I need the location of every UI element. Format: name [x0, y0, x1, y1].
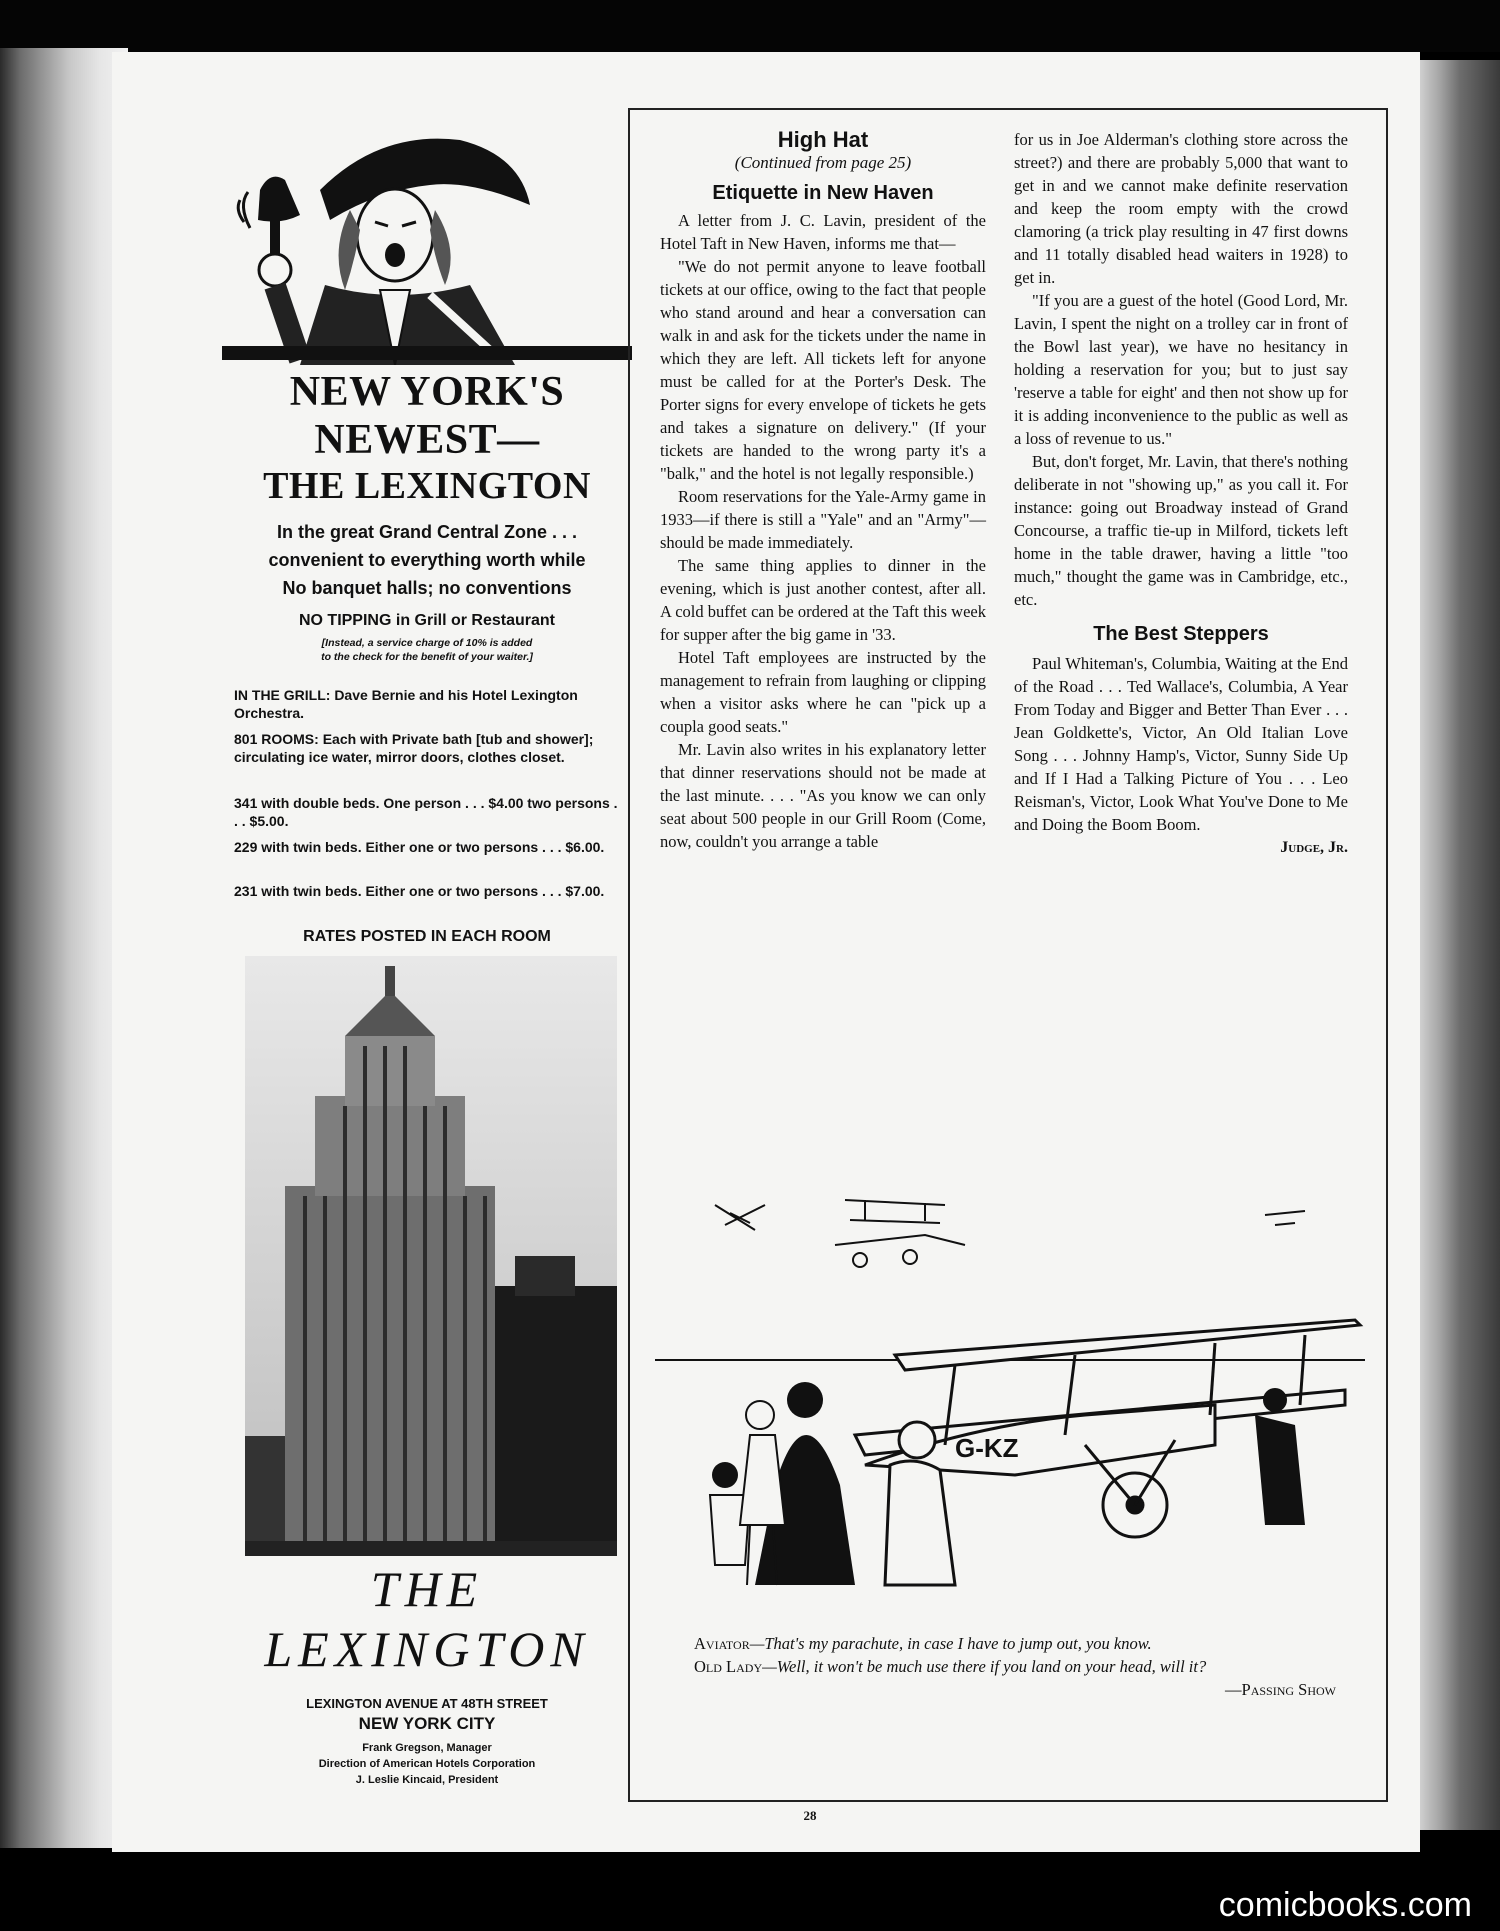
caption-speaker-old-lady: Old Lady	[694, 1657, 763, 1676]
ad-headline-3: THE LEXINGTON	[263, 465, 591, 507]
town-crier-illustration	[230, 110, 622, 365]
book-page-edges-right	[1420, 60, 1500, 1830]
article-paragraph: The same thing applies to dinner in the evening, which is just another contest, after all. A cold buffet can be ordered at the Taft this week for supper after the big game in '33.	[660, 556, 986, 644]
ad-city: NEW YORK CITY	[358, 1714, 496, 1733]
article-paragraph: But, don't forget, Mr. Lavin, that there's nothing deliberate in not "showing up," as you call it. For instance: going out Broadway instead of Grand Concourse, a traffic tie-up in Milford, tickets left home in the table drawer, having a little "too much," thought the game was in Cambridge, etc., etc.	[1014, 452, 1348, 609]
ad-manager: Frank Gregson, Manager	[362, 1742, 492, 1754]
article-paragraph: "We do not permit anyone to leave football tickets at our office, owing to the fact that people who stand around and hear a conversation can walk in and ask for the tickets under the name in which they are left. All tickets left for anyone must be called for at the Porter's Desk. The Porter signs for every envelope of tickets he gets and takes a signature on delivery." (If your tickets are handed to the wrong party it's a "balk," and the hotel is not legally responsible.)	[660, 257, 986, 483]
lexington-hotel-ad	[222, 110, 632, 1790]
article-continued: (Continued from page 25)	[734, 153, 912, 172]
ad-rates-posted: RATES POSTED IN EACH ROOM	[303, 928, 551, 945]
ad-service-note-2: to the check for the benefit of your waiter.]	[321, 651, 533, 663]
ad-script-the: THE	[370, 1561, 484, 1617]
book-page-edges-left	[0, 48, 128, 1848]
article-paragraph: "If you are a guest of the hotel (Good Lord, Mr. Lavin, I spent the night on a trolley car in front of the Bowl last year), we have no hesitancy in holding a reservation for you; but to just say 'reserve a table for eight' and then not show up for it is adding inconvenience to the public as well as a loss of revenue to us."	[1014, 291, 1348, 448]
caption-line-aviator: —That's my parachute, in case I have to jump out, you know.	[749, 1634, 1152, 1653]
article-column-1	[660, 128, 986, 853]
ad-president: J. Leslie Kincaid, President	[355, 1774, 499, 1786]
article-column-2	[1014, 128, 1348, 859]
ad-rate-2: 229 with twin beds. Either one or two persons . . . $6.00.	[234, 839, 605, 855]
scan-border-top	[0, 0, 1500, 52]
plane-marking: G-KZ	[955, 1433, 1019, 1463]
ad-headline-2: NEWEST—	[314, 417, 540, 463]
ad-rooms-info: 801 ROOMS: Each with Private bath [tub and shower]; circulating ice water, mirror doors, clothes closet.	[234, 731, 594, 765]
article-signature: Judge, Jr.	[1280, 839, 1348, 856]
article-paragraph: Hotel Taft employees are instructed by the management to refrain from laughing or clipping when a visitor asks where he can "pick up a coupla good seats."	[660, 648, 986, 736]
ad-headline-1: NEW YORK'S	[289, 369, 565, 415]
article-title: High Hat	[777, 127, 869, 152]
ad-script-lexington: LEXINGTON	[264, 1621, 590, 1677]
ad-tagline-1: In the great Grand Central Zone . . .	[276, 522, 578, 542]
ad-tagline-2: convenient to everything worth while	[268, 550, 586, 570]
ad-tagline-3: No banquet halls; no conventions	[282, 578, 572, 598]
ad-service-note-1: [Instead, a service charge of 10% is added	[321, 637, 533, 649]
article-paragraph: Mr. Lavin also writes in his explanatory letter that dinner reservations should not be made at the last minute. . . . "As you know we can only seat about 500 people in our Grill Room (Come, now, couldn't you arrange a table	[660, 740, 986, 851]
site-watermark: comicbooks.com	[1218, 1886, 1472, 1924]
page-number: 28	[803, 1808, 817, 1823]
ad-no-tipping: NO TIPPING in Grill or Restaurant	[298, 612, 556, 629]
ad-rate-3: 231 with twin beds. Either one or two persons . . . $7.00.	[234, 883, 605, 899]
scan-border-bottom	[0, 1852, 1500, 1931]
article-paragraph: Paul Whiteman's, Columbia, Waiting at the End of the Road . . . Ted Wallace's, Columbia, A Year From Today and Bigger and Better Than Ever . . . Jean Goldkette's, Victor, An Old Italian Love Song . . . Johnny Hamp's, Victor, Sunny Side Up and If I Had a Talking Picture of You . . . Leo Reisman's, Victor, Look What You've Done to Me and Doing the Boom Boom.	[1014, 654, 1348, 834]
caption-credit: —Passing Show	[1225, 1680, 1336, 1699]
caption-speaker-aviator: Aviator	[694, 1634, 750, 1653]
cartoon-caption	[676, 1632, 1336, 1701]
ad-rate-1: 341 with double beds. One person . . . $4.00 two persons . . . $5.00.	[234, 795, 618, 829]
ad-address: LEXINGTON AVENUE AT 48TH STREET	[306, 1696, 548, 1711]
lexington-building-illustration	[245, 956, 617, 1556]
ad-divider-rule	[222, 346, 632, 360]
caption-line-old-lady: —Well, it won't be much use there if you land on your head, will it?	[762, 1657, 1207, 1676]
airfield-cartoon	[655, 1185, 1365, 1625]
section-heading-best-steppers: The Best Steppers	[1093, 623, 1269, 645]
ad-grill-info: IN THE GRILL: Dave Bernie and his Hotel Lexington Orchestra.	[234, 687, 578, 721]
article-paragraph: for us in Joe Alderman's clothing store across the street?) and there are probably 5,000 that want to get in and we cannot make definite reservation and keep the room empty with the crowd clamoring (a trick play resulting in 47 first downs and 11 totally disabled head waiters in 1928) to get in.	[1014, 130, 1348, 287]
ad-direction: Direction of American Hotels Corporation	[318, 1758, 536, 1770]
article-paragraph: Room reservations for the Yale-Army game in 1933—if there is still a "Yale" and an "Army"—should be made immediately.	[660, 487, 986, 552]
article-paragraph: A letter from J. C. Lavin, president of the Hotel Taft in New Haven, informs me that—	[660, 211, 986, 253]
section-heading-etiquette: Etiquette in New Haven	[712, 182, 934, 204]
